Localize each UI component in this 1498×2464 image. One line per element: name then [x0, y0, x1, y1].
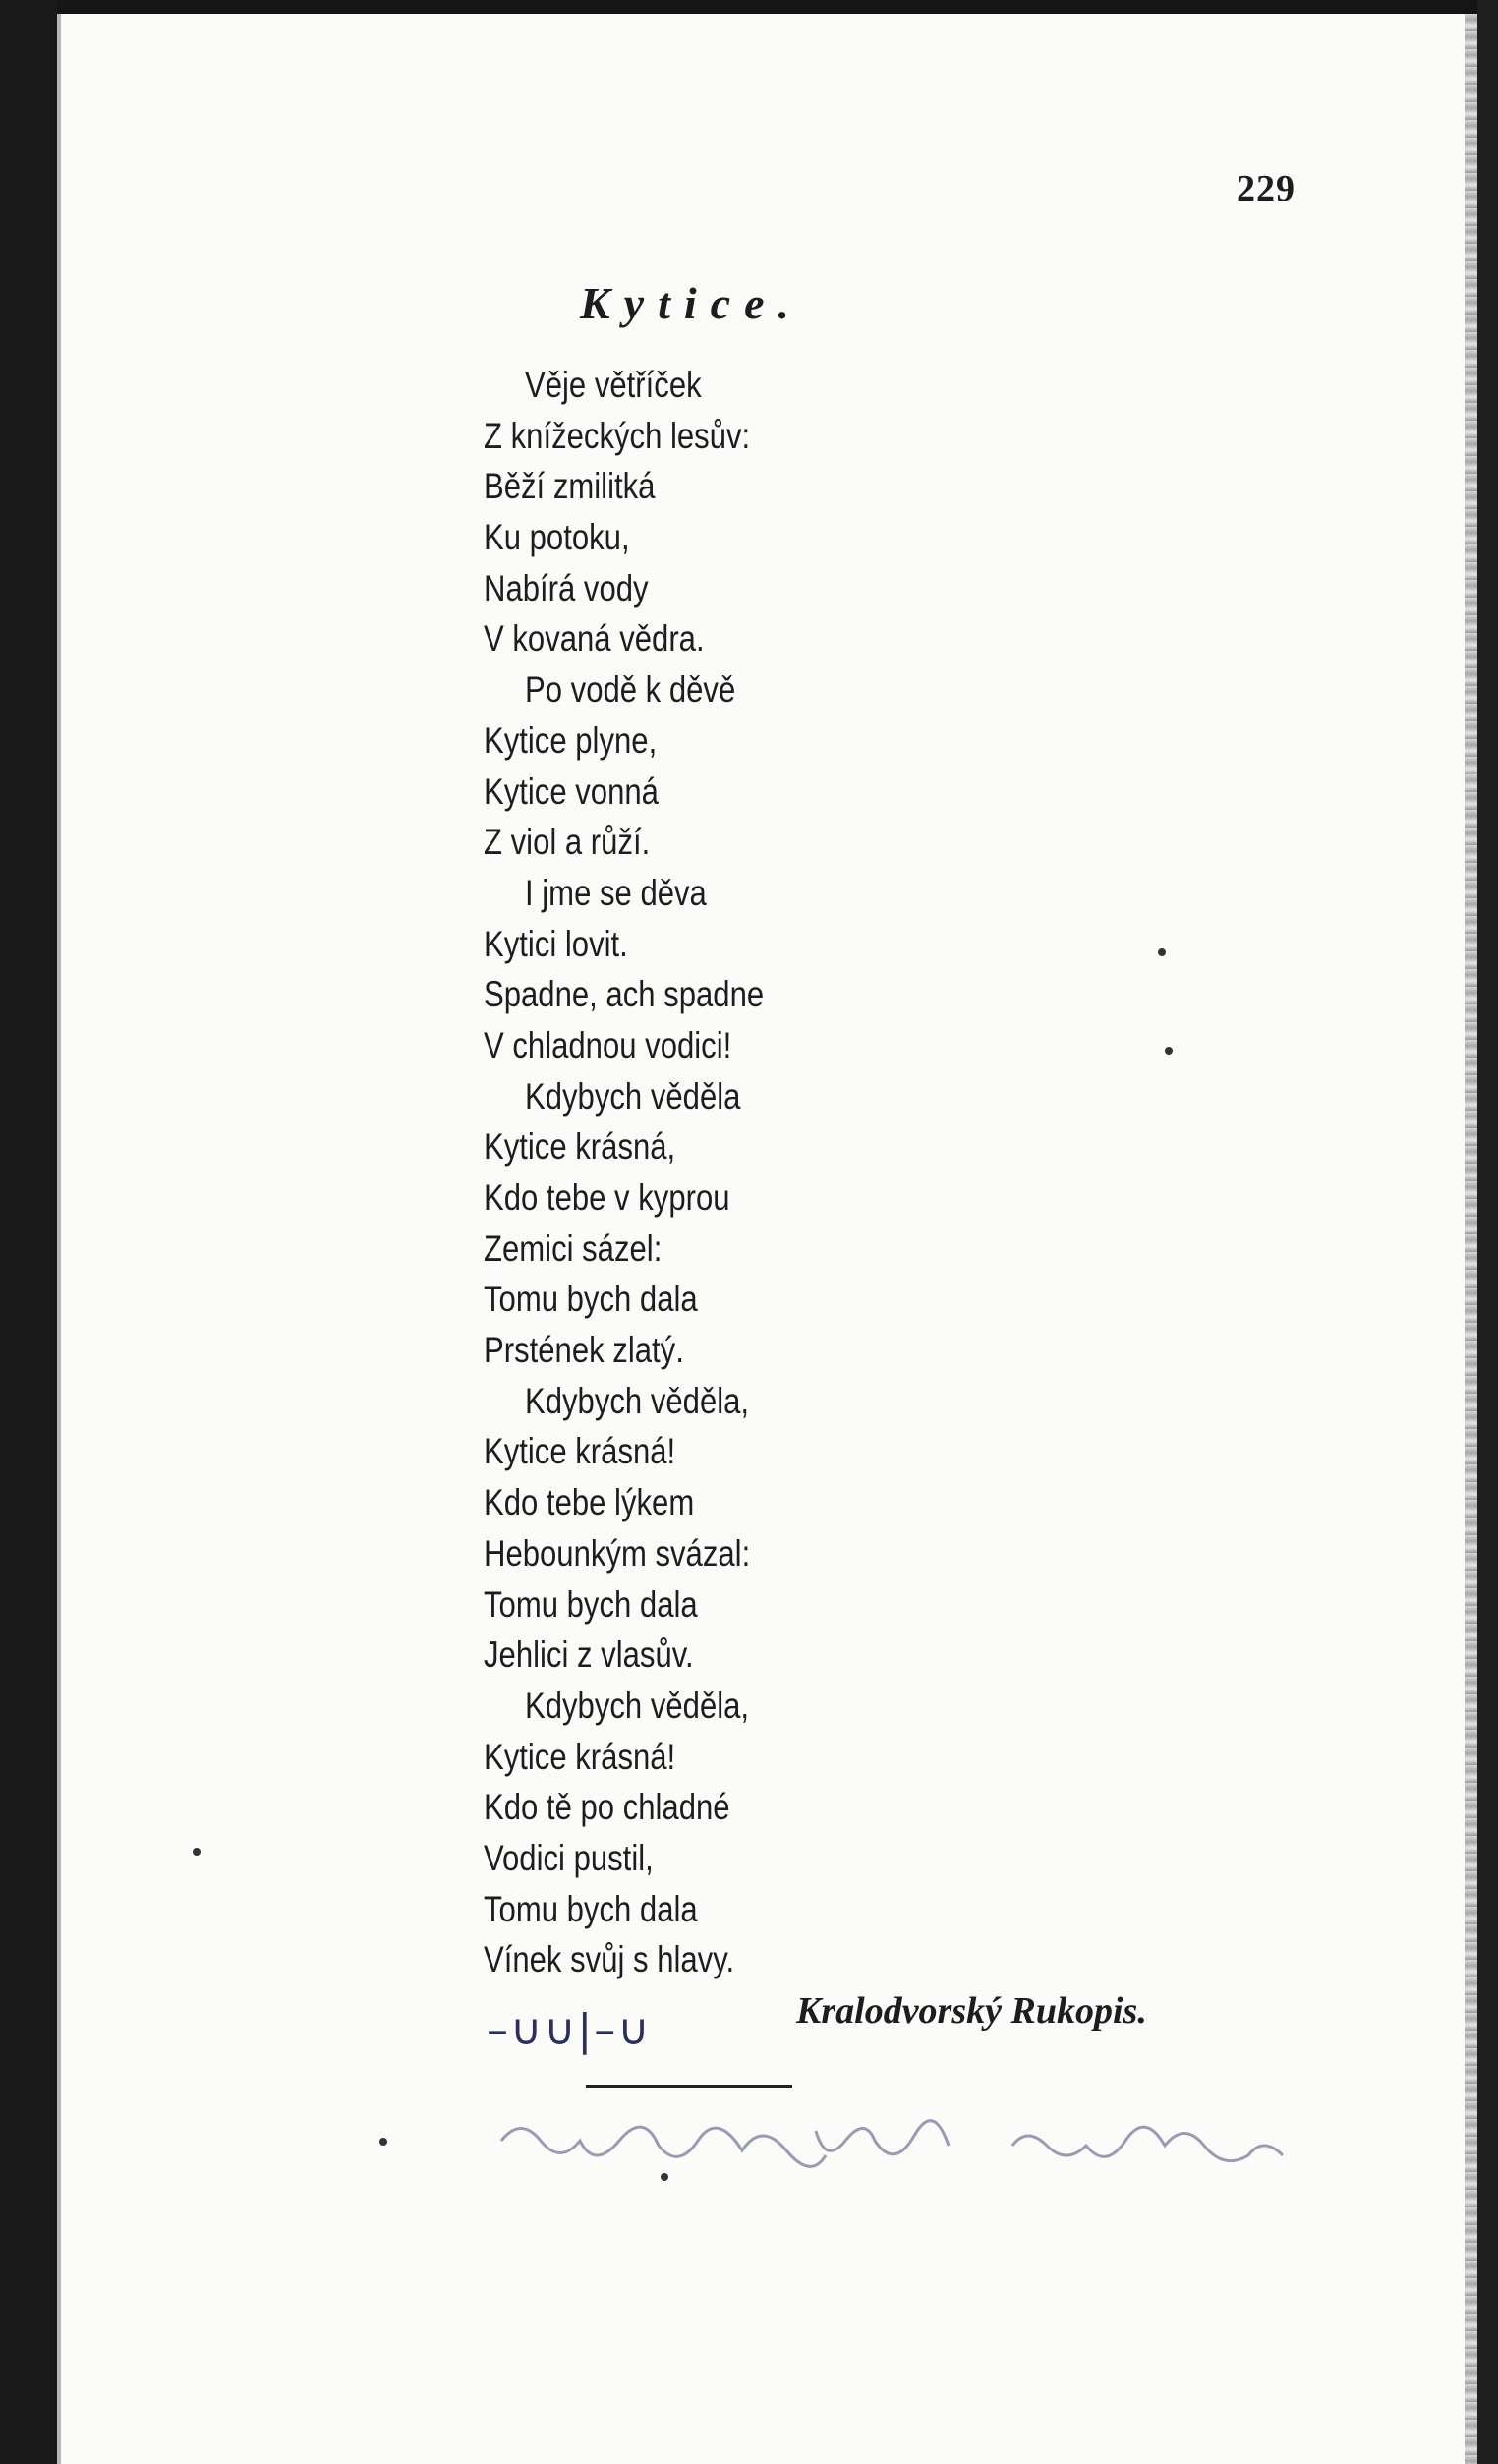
- poem-line: V chladnou vodici!: [484, 1024, 732, 1065]
- poem-body: [484, 360, 1270, 1985]
- poem-source: Kralodvorský Rukopis.: [796, 1990, 1147, 2032]
- section-rule: [586, 2085, 792, 2088]
- poem-line: Kytice vonná: [484, 771, 659, 812]
- poem-line: Tomu bych dala: [484, 1583, 698, 1625]
- ink-speck: [193, 1848, 201, 1856]
- poem-line: Zemici sázel:: [484, 1228, 663, 1269]
- page-number: 229: [1237, 168, 1296, 209]
- poem-line: Věje větříček: [525, 365, 702, 405]
- poem-line: Hebounkým svázal:: [484, 1532, 751, 1574]
- poem-line: Kdo tebe lýkem: [484, 1482, 695, 1523]
- poem-line: Spadne, ach spadne: [484, 974, 765, 1015]
- poem-line: Kdo tebe v kyprou: [484, 1177, 730, 1218]
- ink-speck: [1165, 1047, 1173, 1055]
- scan-border-left: [0, 0, 57, 2464]
- poem-line: Kdo tě po chladné: [484, 1787, 730, 1828]
- poem-line: Běží zmilitká: [484, 466, 656, 507]
- poem-title: Kytice.: [580, 278, 803, 328]
- poem-line: Z viol a růží.: [484, 822, 651, 863]
- poem-line: Prstének zlatý.: [484, 1330, 684, 1371]
- page-edge: [1465, 14, 1477, 2464]
- poem-line: Vodici pustil,: [484, 1837, 654, 1878]
- poem-line: Nabírá vody: [484, 567, 649, 608]
- poem-line: Kytice plyne,: [484, 719, 658, 761]
- poem-line: Z knížeckých lesův:: [484, 415, 751, 456]
- scan-border-top: [0, 0, 1498, 14]
- ink-speck: [661, 2173, 668, 2181]
- poem-line: Ku potoku,: [484, 517, 630, 558]
- poem-line: Po vodě k děvě: [525, 669, 736, 711]
- poem-line: Kdybych věděla,: [525, 1685, 750, 1726]
- poem-line: Kdybych věděla: [525, 1075, 741, 1117]
- poem-line: V kovaná vědra.: [484, 618, 705, 659]
- poem-line: Kytice krásná!: [484, 1431, 676, 1472]
- poem-line: Jehlici z vlasův.: [484, 1634, 694, 1676]
- poem-line: Vínek svůj s hlavy.: [484, 1939, 735, 1980]
- poem-line: Kdybych věděla,: [525, 1380, 750, 1421]
- handwritten-note: [462, 2101, 1445, 2209]
- page-gutter: [57, 14, 61, 2464]
- ink-speck: [1158, 948, 1166, 956]
- poem-line: Kytice krásná,: [484, 1126, 676, 1168]
- poem-line: Tomu bych dala: [484, 1888, 698, 1929]
- poem-line: Kytici lovit.: [484, 923, 628, 964]
- scan-border-right: [1477, 0, 1498, 2464]
- poem-line: Kytice krásná!: [484, 1736, 676, 1777]
- poem-line: I jme se děva: [525, 872, 707, 913]
- poem-line: Tomu bych dala: [484, 1279, 698, 1320]
- ink-speck: [379, 2138, 387, 2146]
- handwritten-meter-annotation: –∪∪|–∪: [487, 2005, 652, 2055]
